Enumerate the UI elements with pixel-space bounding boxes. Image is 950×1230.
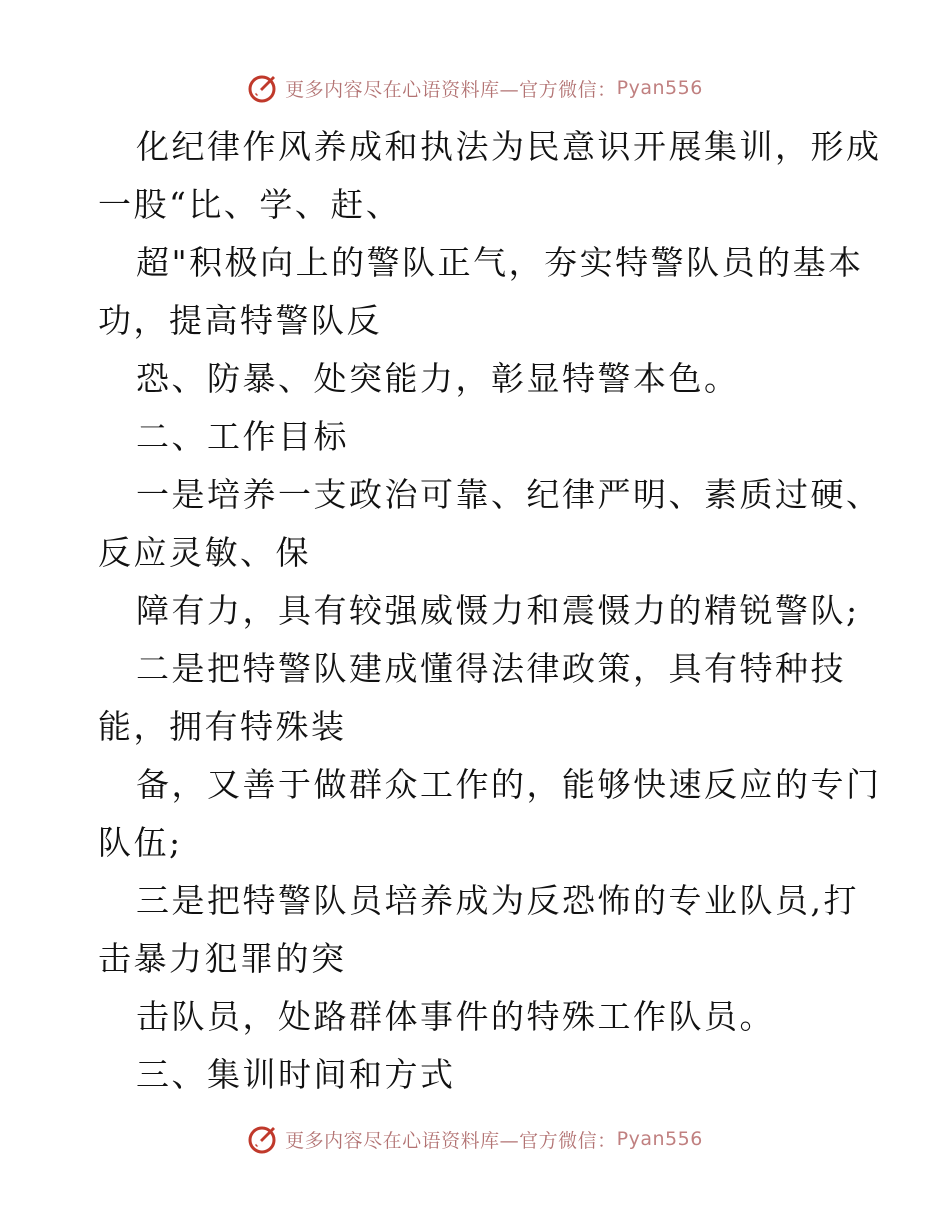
text-line: 二是把特警队建成懂得法律政策，具有特种技 — [136, 649, 846, 688]
text-line: 击暴力犯罪的突 — [98, 939, 347, 978]
text-line: 功，提高特警队反 — [98, 301, 382, 340]
text-line: 反应灵敏、保 — [98, 533, 311, 572]
document-body — [98, 118, 882, 1104]
header-watermark — [0, 72, 950, 104]
text-line: 备，又善于做群众工作的，能够快速反应的专门 — [136, 765, 882, 804]
text-line: 障有力，具有较强威慑力和震慑力的精锐警队; — [136, 591, 860, 630]
watermark-text: 更多内容尽在心语资料库—官方微信： — [285, 78, 617, 101]
footer-watermark — [0, 1123, 950, 1155]
section-heading: 三、集训时间和方式 — [136, 1055, 456, 1094]
section-heading: 二、工作目标 — [136, 417, 349, 456]
quill-logo-icon — [247, 72, 279, 104]
text-line: 能，拥有特殊装 — [98, 707, 347, 746]
text-line: 超"积极向上的警队正气，夯实特警队员的基本 — [136, 243, 864, 282]
text-line: 化纪律作风养成和执法为民意识开展集训，形成 — [136, 127, 882, 166]
quill-logo-icon — [247, 1123, 279, 1155]
watermark-wechat-id: Pyan556 — [616, 1128, 703, 1150]
text-line: 三是把特警队员培养成为反恐怖的专业队员,打 — [136, 881, 859, 920]
text-line: 队伍; — [98, 823, 183, 862]
text-line: 恐、防暴、处突能力，彰显特警本色。 — [136, 359, 740, 398]
text-line: 一是培养一支政治可靠、纪律严明、素质过硬、 — [136, 475, 882, 514]
watermark-wechat-id: Pyan556 — [616, 77, 703, 99]
text-line: 一股“比、学、赶、 — [98, 185, 402, 224]
watermark-text: 更多内容尽在心语资料库—官方微信： — [285, 1129, 617, 1152]
text-line: 击队员，处路群体事件的特殊工作队员。 — [136, 997, 775, 1036]
